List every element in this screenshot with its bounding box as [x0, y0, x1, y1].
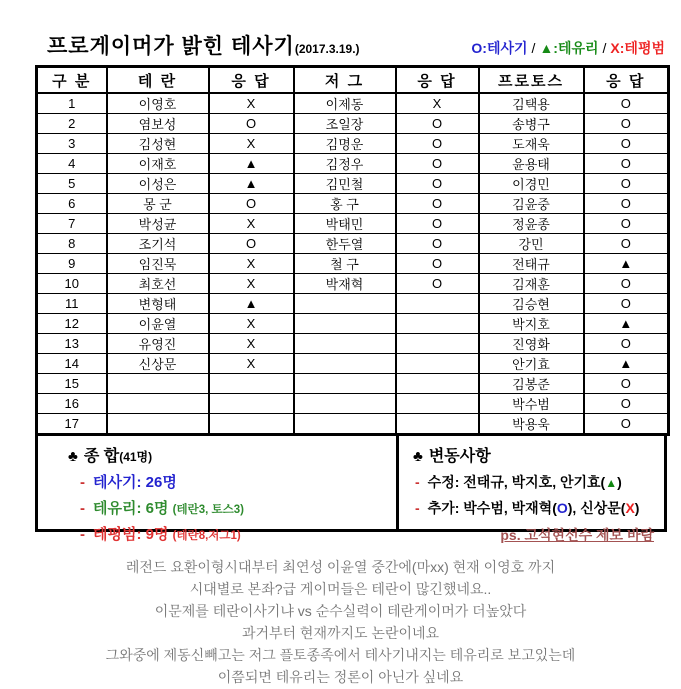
- summary-item-teyuri: [68, 497, 396, 518]
- o-mark: O: [556, 500, 568, 516]
- protoss-name: 김택용: [479, 93, 584, 114]
- row-number: 2: [37, 114, 107, 134]
- protoss-name: 김재훈: [479, 274, 584, 294]
- terran-mark: O: [209, 234, 294, 254]
- terran-name: 염보성: [107, 114, 209, 134]
- terran-name: [107, 414, 209, 435]
- terran-name: [107, 374, 209, 394]
- protoss-name: 박지호: [479, 314, 584, 334]
- terran-mark: X: [209, 214, 294, 234]
- zerg-name: 김민철: [294, 174, 396, 194]
- changes-title: [413, 443, 654, 466]
- table-body: [37, 93, 669, 435]
- protoss-mark: O: [584, 194, 669, 214]
- protoss-name: 김윤중: [479, 194, 584, 214]
- protoss-name: 박수범: [479, 394, 584, 414]
- table-row: [37, 93, 669, 114]
- zerg-mark: O: [396, 214, 479, 234]
- zerg-mark: [396, 334, 479, 354]
- zerg-name: [294, 314, 396, 334]
- page-title: [47, 30, 360, 60]
- protoss-mark: O: [584, 294, 669, 314]
- terran-mark: ▲: [209, 294, 294, 314]
- terran-name: 이재호: [107, 154, 209, 174]
- dash: -: [80, 474, 85, 491]
- row-number: 5: [37, 174, 107, 194]
- legend-separator: /: [602, 40, 607, 56]
- summary-item-text: 테평범: 9명: [93, 526, 169, 543]
- zerg-name: 박태민: [294, 214, 396, 234]
- zerg-name: 조일장: [294, 114, 396, 134]
- title-date: (2017.3.19.): [294, 42, 360, 56]
- zerg-mark: O: [396, 254, 479, 274]
- club-icon: ♣: [68, 448, 78, 465]
- zerg-mark: [396, 394, 479, 414]
- table-row: [37, 354, 669, 374]
- footer-line: 이문제를 테란이사기냐 vs 순수실력이 테란게이머가 더높았다: [154, 603, 527, 619]
- protoss-mark: O: [584, 274, 669, 294]
- zerg-mark: [396, 374, 479, 394]
- protoss-name: 윤용태: [479, 154, 584, 174]
- protoss-name: 이경민: [479, 174, 584, 194]
- terran-mark: X: [209, 314, 294, 334]
- row-number: 3: [37, 134, 107, 154]
- header: [35, 30, 667, 60]
- row-number: 14: [37, 354, 107, 374]
- protoss-name: 강민: [479, 234, 584, 254]
- content: [35, 30, 667, 543]
- terran-mark: X: [209, 254, 294, 274]
- protoss-name: 도재욱: [479, 134, 584, 154]
- title-text: 프로게이머가 밝힌 테사기: [47, 35, 295, 58]
- protoss-mark: O: [584, 114, 669, 134]
- zerg-mark: [396, 354, 479, 374]
- zerg-mark: O: [396, 134, 479, 154]
- summary-title-note: (41명): [119, 450, 153, 464]
- protoss-mark: O: [584, 93, 669, 114]
- summary-item-tepyeongbeom: [68, 523, 396, 544]
- legend-o: O:테사기: [471, 40, 528, 56]
- terran-name: 몽 군: [107, 194, 209, 214]
- summary-item-text: 테사기: 26명: [93, 474, 177, 491]
- terran-mark: X: [209, 354, 294, 374]
- terran-mark: [209, 414, 294, 435]
- dash: -: [415, 474, 420, 490]
- dash: -: [80, 526, 85, 543]
- row-number: 9: [37, 254, 107, 274]
- row-number: 12: [37, 314, 107, 334]
- zerg-mark: X: [396, 93, 479, 114]
- zerg-name: [294, 394, 396, 414]
- terran-mark: X: [209, 334, 294, 354]
- terran-name: 변형태: [107, 294, 209, 314]
- table-row: [37, 334, 669, 354]
- zerg-mark: O: [396, 194, 479, 214]
- zerg-name: 홍 구: [294, 194, 396, 214]
- row-number: 6: [37, 194, 107, 214]
- terran-mark: O: [209, 114, 294, 134]
- col-header-response1: 응 답: [209, 67, 294, 94]
- terran-mark: [209, 374, 294, 394]
- footer-line: 그와중에 제동신빼고는 저그 플토종족에서 테사기내지는 테유리로 보고있는데: [105, 647, 576, 663]
- legend: [471, 38, 665, 60]
- terran-name: [107, 394, 209, 414]
- terran-mark: ▲: [209, 174, 294, 194]
- terran-name: 김성현: [107, 134, 209, 154]
- summary-item-note: (테란3, 토스3): [172, 504, 244, 516]
- protoss-mark: O: [584, 334, 669, 354]
- row-number: 17: [37, 414, 107, 435]
- table-row: [37, 254, 669, 274]
- changes-title-text: 변동사항: [428, 448, 491, 465]
- protoss-mark: O: [584, 234, 669, 254]
- zerg-name: 이제동: [294, 93, 396, 114]
- summary-title: [68, 443, 396, 466]
- table-row: [37, 314, 669, 334]
- legend-separator: /: [531, 40, 536, 56]
- terran-name: 이영호: [107, 93, 209, 114]
- footer-line: 시대별로 본좌?급 게이머들은 테란이 많긴했네요..: [189, 581, 492, 597]
- protoss-name: 안기효: [479, 354, 584, 374]
- terran-name: 최호선: [107, 274, 209, 294]
- terran-name: 이윤열: [107, 314, 209, 334]
- summary-item-tesagi: [68, 471, 396, 492]
- changes-line-modify: [413, 472, 654, 492]
- dash: -: [80, 500, 85, 517]
- zerg-name: 한두열: [294, 234, 396, 254]
- col-header-gubun: 구 분: [37, 67, 107, 94]
- protoss-mark: O: [584, 154, 669, 174]
- col-header-response2: 응 답: [396, 67, 479, 94]
- zerg-name: [294, 374, 396, 394]
- zerg-name: 김정우: [294, 154, 396, 174]
- triangle-mark: ▲: [605, 476, 618, 490]
- row-number: 11: [37, 294, 107, 314]
- zerg-mark: O: [396, 234, 479, 254]
- zerg-name: [294, 334, 396, 354]
- terran-name: 신상문: [107, 354, 209, 374]
- summary-item-text: 테유리: 6명: [93, 500, 169, 517]
- zerg-mark: [396, 314, 479, 334]
- legend-x: X:테평범: [610, 40, 665, 56]
- row-number: 8: [37, 234, 107, 254]
- changes-text: 추가: 박수범, 박재혁(: [427, 500, 557, 516]
- x-mark: X: [625, 500, 635, 516]
- zerg-name: 김명운: [294, 134, 396, 154]
- changes-line-add: [413, 498, 654, 518]
- table-row: [37, 134, 669, 154]
- ps-note: ps. 고석현선수 제보 바람: [500, 527, 654, 543]
- protoss-mark: O: [584, 134, 669, 154]
- protoss-name: 정윤종: [479, 214, 584, 234]
- zerg-mark: [396, 414, 479, 435]
- terran-name: 조기석: [107, 234, 209, 254]
- terran-name: 이성은: [107, 174, 209, 194]
- protoss-mark: ▲: [584, 354, 669, 374]
- changes-text: ), 신상문(: [567, 500, 626, 516]
- protoss-name: 김승현: [479, 294, 584, 314]
- club-icon: ♣: [413, 448, 423, 465]
- bottom-section: [35, 433, 667, 543]
- row-number: 13: [37, 334, 107, 354]
- changes-text: ): [617, 474, 622, 490]
- summary-item-note: (테란8,저그1): [172, 530, 241, 542]
- zerg-name: [294, 414, 396, 435]
- col-header-protoss: 프로토스: [479, 67, 584, 94]
- terran-mark: ▲: [209, 154, 294, 174]
- summary-box: [35, 433, 397, 543]
- col-header-zerg: 저 그: [294, 67, 396, 94]
- protoss-mark: O: [584, 414, 669, 435]
- footer-line: 과거부터 현재까지도 논란이네요: [241, 625, 440, 641]
- row-number: 1: [37, 93, 107, 114]
- table-row: [37, 234, 669, 254]
- zerg-name: 철 구: [294, 254, 396, 274]
- changes-text: ): [634, 500, 640, 516]
- changes-box: [397, 433, 667, 543]
- table-row: [37, 114, 669, 134]
- table-row: [37, 154, 669, 174]
- legend-triangle: ▲:테유리: [539, 40, 599, 56]
- row-number: 15: [37, 374, 107, 394]
- zerg-mark: O: [396, 174, 479, 194]
- dash: -: [415, 500, 420, 516]
- protoss-mark: O: [584, 174, 669, 194]
- zerg-name: [294, 354, 396, 374]
- zerg-mark: O: [396, 114, 479, 134]
- changes-text: 수정: 전태규, 박지호, 안기효(: [427, 474, 606, 490]
- row-number: 4: [37, 154, 107, 174]
- survey-table: [35, 65, 670, 436]
- protoss-mark: O: [584, 374, 669, 394]
- protoss-name: 김봉준: [479, 374, 584, 394]
- protoss-name: 박용욱: [479, 414, 584, 435]
- terran-mark: X: [209, 93, 294, 114]
- terran-mark: O: [209, 194, 294, 214]
- zerg-mark: O: [396, 154, 479, 174]
- zerg-mark: O: [396, 274, 479, 294]
- terran-mark: [209, 394, 294, 414]
- protoss-mark: ▲: [584, 314, 669, 334]
- protoss-mark: O: [584, 394, 669, 414]
- row-number: 10: [37, 274, 107, 294]
- table-row: [37, 414, 669, 435]
- row-number: 7: [37, 214, 107, 234]
- zerg-name: 박재혁: [294, 274, 396, 294]
- table-row: [37, 394, 669, 414]
- col-header-response3: 응 답: [584, 67, 669, 94]
- table-row: [37, 174, 669, 194]
- protoss-mark: O: [584, 214, 669, 234]
- summary-title-text: 종 합: [83, 448, 120, 465]
- table-header: [37, 67, 669, 94]
- table-row: [37, 194, 669, 214]
- terran-mark: X: [209, 134, 294, 154]
- protoss-mark: ▲: [584, 254, 669, 274]
- table-row: [37, 294, 669, 314]
- protoss-name: 진영화: [479, 334, 584, 354]
- terran-name: 유영진: [107, 334, 209, 354]
- col-header-terran: 테 란: [107, 67, 209, 94]
- table-row: [37, 214, 669, 234]
- zerg-name: [294, 294, 396, 314]
- footer-line: 레전드 요환이형시대부터 최연성 이윤열 중간에(마xx) 현재 이영호 까지: [125, 559, 556, 575]
- terran-mark: X: [209, 274, 294, 294]
- table-row: [37, 274, 669, 294]
- protoss-name: 전태규: [479, 254, 584, 274]
- footer-line: 이쯤되면 테유리는 정론이 아닌가 싶네요: [217, 669, 464, 685]
- zerg-mark: [396, 294, 479, 314]
- terran-name: 박성균: [107, 214, 209, 234]
- footer-comment: [0, 556, 681, 688]
- row-number: 16: [37, 394, 107, 414]
- terran-name: 임진묵: [107, 254, 209, 274]
- table-row: [37, 374, 669, 394]
- protoss-name: 송병구: [479, 114, 584, 134]
